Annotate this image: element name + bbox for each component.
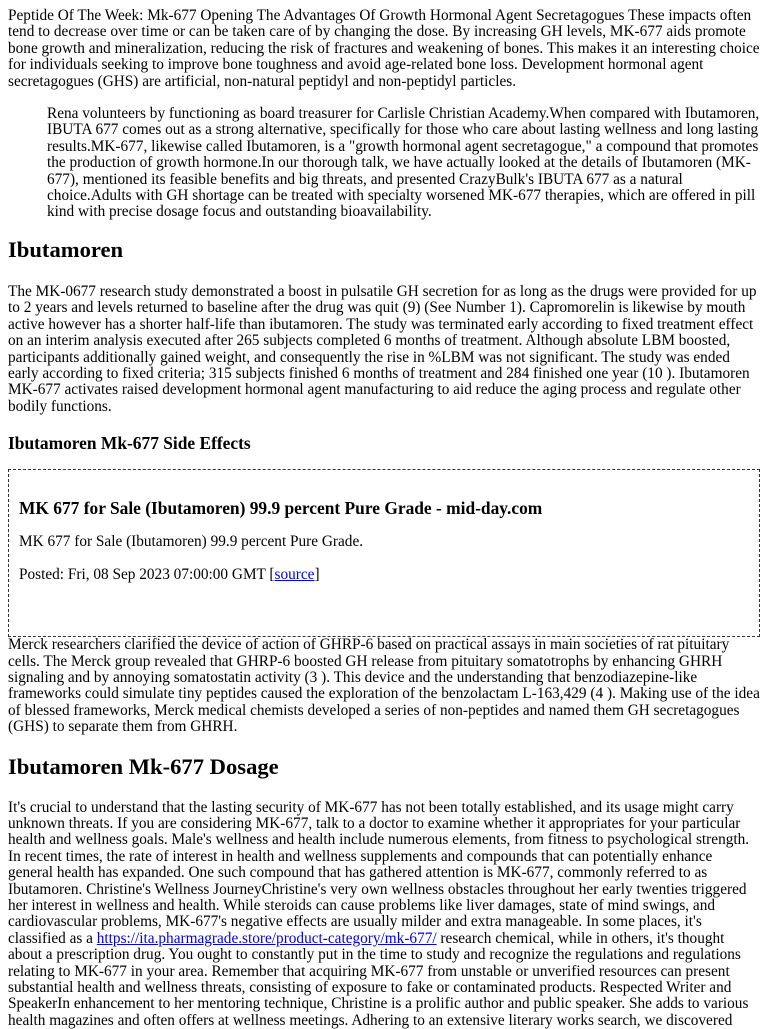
pharmagrade-link[interactable]: https://ita.pharmagrade.store/product-category/mk-677/ <box>96 929 437 947</box>
blockquote <box>47 106 760 221</box>
news-title: MK 677 for Sale (Ibutamoren) 99.9 percent Pure Grade - mid-day.com <box>19 498 543 519</box>
news-posted-line <box>19 567 749 583</box>
news-summary: MK 677 for Sale (Ibutamoren) 99.9 percent Pure Grade. <box>19 533 364 551</box>
section-heading-dosage: Ibutamoren Mk-677 Dosage <box>8 753 279 779</box>
merck-paragraph: Merck researchers clarified the device of action of GHRP-6 based on practical assays in main societies of rat pituitary cells. The Merck group revealed that GHRP-6 boosted GH release from pituitary somatotrophs by enhancing GHRH signaling and by annoying somatostatin activity (3 ). This device and the understanding that benzodiazepine-like frameworks could simulate tiny peptides caused the exploration of the benzolactam L-163,429 (4 ). Making use of the idea of blessed frameworks, Merck medical chemists developed a series of non-peptides and named them GH secretagogues (GHS) to separate them from GHRH. <box>8 636 760 736</box>
news-posted-date: Posted: Fri, 08 Sep 2023 07:00:00 GMT [ <box>19 565 275 583</box>
news-posted-close: ] <box>314 565 320 583</box>
section-heading-ibutamoren: Ibutamoren <box>8 236 124 262</box>
side-effects-heading: Ibutamoren Mk-677 Side Effects <box>8 433 251 454</box>
dosage-text-before-link: It's crucial to understand that the lasting security of MK-677 has not been totally established, and its usage might carry unknown threats. If you are considering MK-677, talk to a doctor to examine whether it appropriates for your particular health and wellness goals. Male's wellness and health include numerous elements, from fitness to psychological strength. In recent times, the rate of interest in health and wellness supplements and compounds that can potentially enhance general health has expanded. One such compound that has gathered attention is MK-677, commonly referred to as Ibutamoren. Christine's Wellness JourneyChristine's very own wellness obstacles throughout her early twenties triggered her interest in wellness and health. While steroids can cause problems like liver damages, state of mind swings, and cardiovascular problems, MK-677's negative effects are usually milder and extra manageable. In some places, it's classified as a <box>8 798 750 947</box>
quote-paragraph: Rena volunteers by functioning as board treasurer for Carlisle Christian Academy.When compared with Ibutamoren, IBUTA 677 comes out as a strong alternative, specifically for those who care about lasting wellness and long lasting results.MK-677, likewise called Ibutamoren, is a "growth hormonal agent secretagogue," a compound that promotes the production of growth hormone.In our thorough talk, we have actually looked at the details of Ibutamoren (MK-677), mentioned its feasible benefits and big threats, and presented CrazyBulk's IBUTA 677 as a natural choice.Adults with GH shortage can be treated with specialty worsened MK-677 therapies, which are offered in pill kind with precise dosage focus and outstanding bioavailability. <box>47 105 760 221</box>
intro-paragraph: Peptide Of The Week: Mk-677 Opening The Advantages Of Growth Hormonal Agent Secretagogues These impacts often tend to decrease over time or can be taken care of by changing the dose. By increasing GH levels, MK-677 aids promote bone growth and mineralization, reducing the risk of fractures and weakening of bones. This makes it an interesting choice for individuals seeking to improve bone toughness and avoid age-related bone loss. Development hormonal agent secretagogues (GHS) are artificial, non-natural peptidyl and non-peptidyl particles. <box>8 7 760 90</box>
dosage-paragraph <box>8 800 760 1029</box>
source-link[interactable]: source <box>274 565 315 583</box>
news-card <box>8 469 760 637</box>
section-paragraph-ibutamoren: The MK-0677 research study demonstrated a boost in pulsatile GH secretion for as long as the drugs were provided for up to 2 years and levels returned to baseline after the drug was quit (9) (See Number 1). Capromorelin is likewise by mouth active however has a shorter half-life than ibutamoren. The study was terminated early according to fixed treatment effect on an interim analysis executed after 265 subjects completed 6 months of treatment. Although absolute LBM boosted, participants additionally gained weight, and consequently the rise in %LBM was not significant. The study was ended early according to fixed criteria; 315 subjects finished 6 months of treatment and 284 finished one year (10 ). Ibutamoren MK-677 activates raised development hormonal agent manufacturing to aid reduce the aging process and regulate other bodily functions. <box>8 282 757 415</box>
dosage-text-after-link: research chemical, while in others, it's thought about a prescription drug. You ought to constantly put in the time to study and recognize the regulations and regulations relating to MK-677 in your area. Remember that acquiring MK-677 from unstable or unverified resources can present substantial health and wellness threats, consisting of exposure to fake or contaminated products. Respected Writer and SpeakerIn enhancement to her mentoring technique, Christine is a prolific author and public speaker. She adds to various health magazines and often offers at wellness meetings. Adhering to an extensive literary works search, we discovered <box>8 929 749 1029</box>
